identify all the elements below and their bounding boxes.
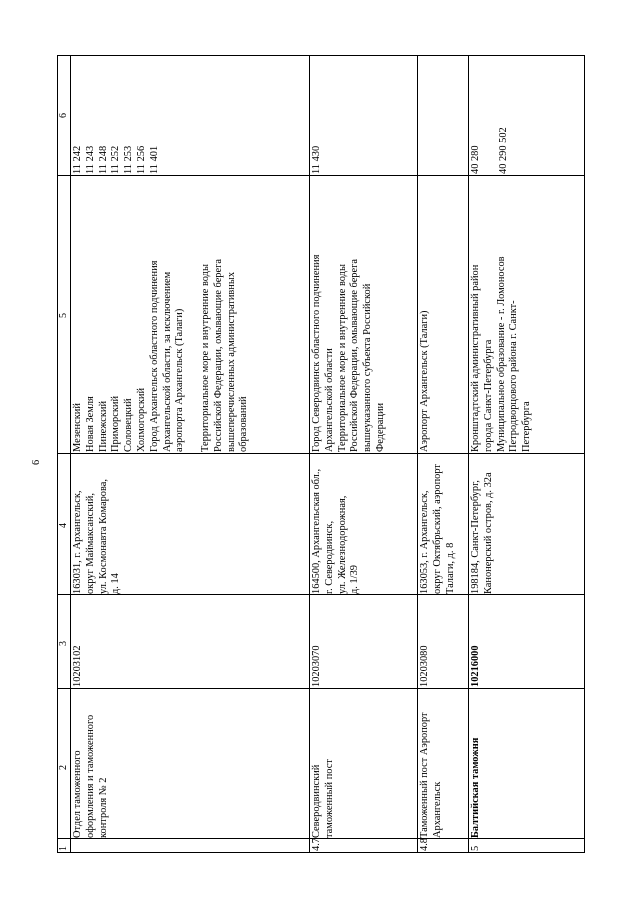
row-regions: Мезенский Новая Земля Пинежский Приморский Соловецкий Холмогорский Город Архангельск областного подчинения Архангельской области, за исключением аэропорта Архангельск (Талаги) Территориальное море и внутренние воды Российской Федерации, омывающие берега вышеперечисленных административных образований: [72, 259, 250, 452]
header-col-5: 5: [58, 313, 69, 318]
column-divider: [58, 175, 584, 176]
row-number: 5: [470, 845, 481, 851]
row-code: 10203070: [311, 645, 322, 687]
row-address: 164500, Архангельская обл., г. Северодвинск, ул. Железнодорожная, д. 1/39: [311, 468, 361, 594]
row-address: 163053, г. Архангельск, округ Октябрьский, аэропорт Талаги, д. 8: [419, 464, 456, 594]
row-address: 198184, Санкт-Петербург, Канонерский остров, д. 32а: [470, 472, 494, 594]
row-regions: Город Северодвинск областного подчинения Архангельской области Территориальное море и внутренние воды Российской Федерации, омывающие берега вышеуказанного субъекта Российской Федерации: [311, 254, 386, 452]
row-number: 4.8: [419, 838, 430, 851]
header-col-4: 4: [58, 523, 69, 528]
row-number: 4.7: [311, 838, 322, 851]
row-regions: Кронштадтский административный район города Санкт-Петербурга Муниципальное образование - г. Ломоносов Петродворцового района г. Санкт- Петербурга: [470, 256, 533, 452]
row-name: Отдел таможенного оформления и таможенного контроля № 2: [72, 714, 109, 838]
row-okato: 11 242 11 243 11 248 11 252 11 253 11 256 11 401: [72, 145, 160, 174]
row-address: 163031, г. Архангельск, округ Маймаксанский, ул. Космонавта Комарова, д. 14: [72, 479, 122, 594]
row-code: 10203102: [72, 645, 83, 687]
row-okato: 40 280: [470, 145, 481, 174]
column-divider: [58, 594, 584, 595]
page-number: 6: [31, 459, 42, 465]
header-col-1: 1: [58, 846, 69, 851]
row-code: 10216000: [470, 645, 481, 687]
header-col-6: 6: [58, 113, 69, 118]
column-divider: [58, 688, 584, 689]
regions-table: [57, 55, 585, 853]
row-name: Северодвинский таможенный пост: [311, 759, 335, 838]
row-divider: [417, 56, 418, 852]
row-code: 10203080: [419, 645, 430, 687]
column-divider: [58, 453, 584, 454]
header-col-2: 2: [58, 765, 69, 770]
row-regions: Аэропорт Архангельск (Талаги): [419, 310, 430, 452]
row-okato: 40 290 502: [498, 127, 509, 174]
row-name: Таможенный пост Аэропорт Архангельск: [419, 712, 443, 838]
row-divider: [468, 56, 469, 852]
row-name: Балтийская таможня: [470, 737, 481, 838]
header-col-3: 3: [58, 641, 69, 646]
row-divider: [309, 56, 310, 852]
row-okato: 11 430: [311, 145, 322, 174]
